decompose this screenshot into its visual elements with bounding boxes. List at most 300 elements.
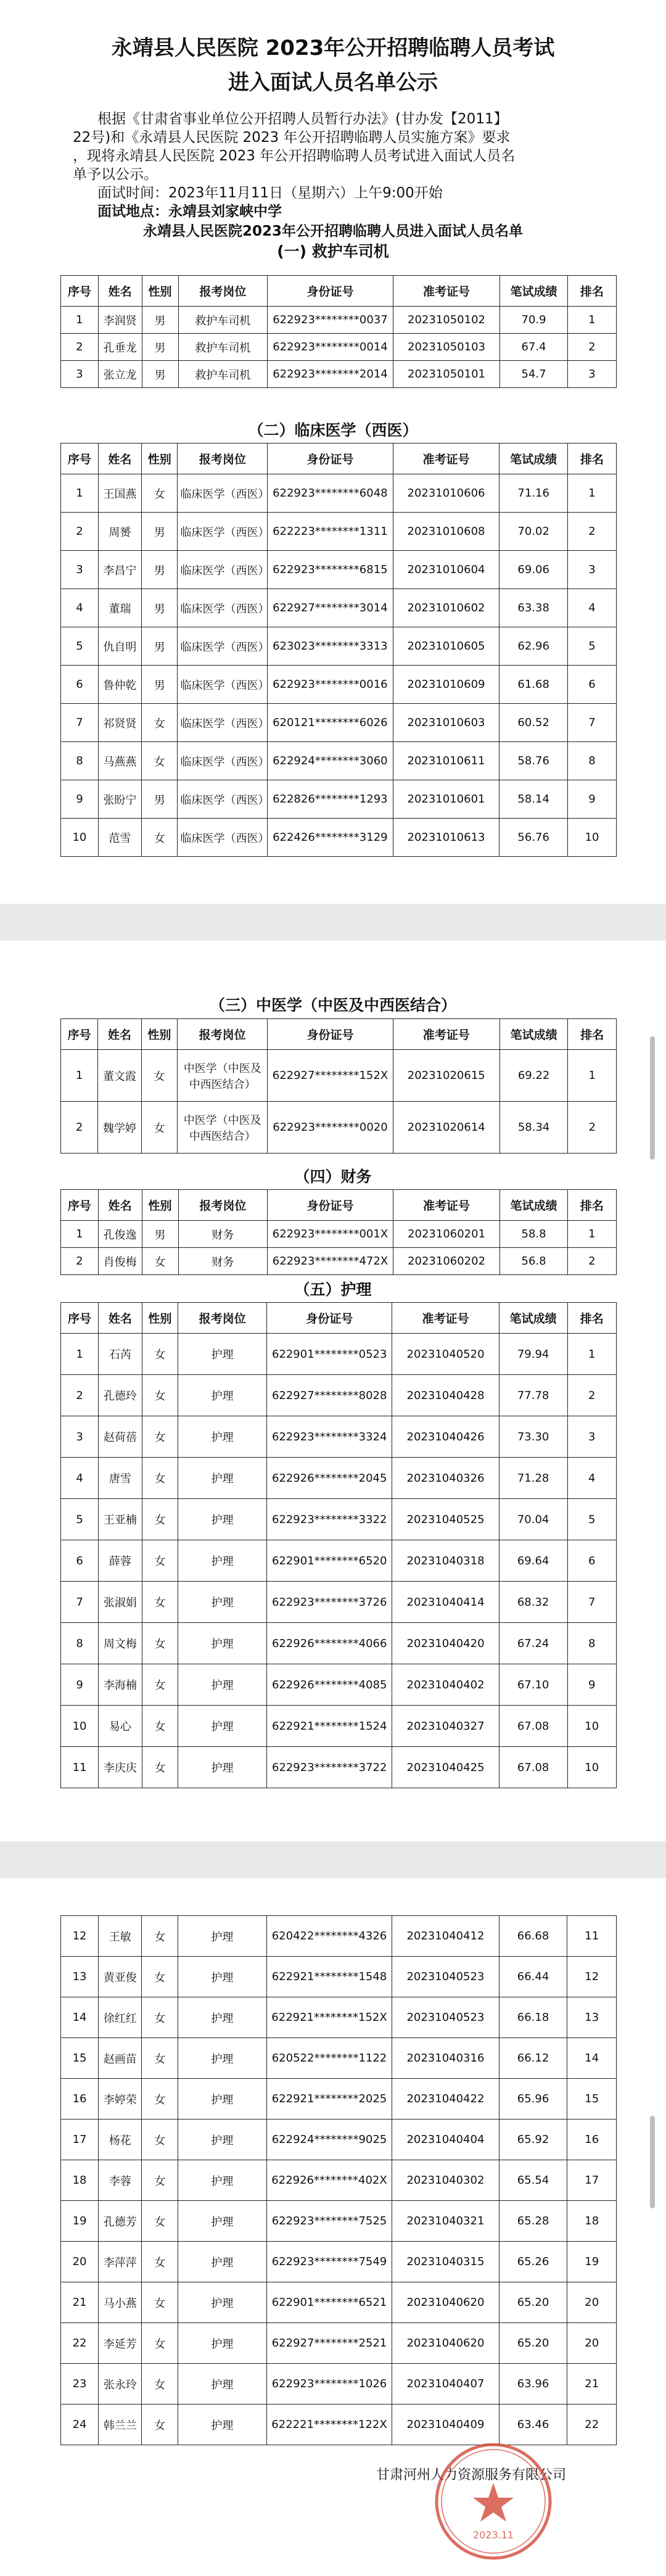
cell-name: 马燕燕 bbox=[98, 742, 141, 780]
cell-gender: 女 bbox=[142, 1334, 178, 1375]
cell-gender: 女 bbox=[142, 1957, 178, 1997]
column-header-gender: 性别 bbox=[142, 1190, 178, 1221]
table-row bbox=[61, 474, 617, 513]
section-title: （三）中医学（中医及中西医结合） bbox=[209, 996, 456, 1014]
cell-seq-no: 7 bbox=[61, 704, 99, 742]
cell-admission-no: 20231040327 bbox=[392, 1706, 499, 1747]
cell-gender: 男 bbox=[142, 307, 178, 334]
cell-rank: 19 bbox=[567, 2242, 617, 2282]
cell-seq-no: 1 bbox=[61, 1050, 98, 1102]
cell-position: 护理 bbox=[178, 2323, 267, 2364]
page-gap bbox=[0, 904, 666, 941]
cell-written-score: 71.28 bbox=[499, 1458, 567, 1499]
interview-time: 面试时间：2023年11月11日（星期六）上午9:00开始 bbox=[97, 185, 443, 201]
cell-id-number: 622921********1524 bbox=[267, 1706, 392, 1747]
cell-id-number: 622901********6521 bbox=[266, 2282, 392, 2323]
cell-gender: 女 bbox=[142, 2282, 178, 2323]
section-title: （四）财务 bbox=[294, 1168, 372, 1186]
column-header-written-score: 笔试成绩 bbox=[500, 1019, 568, 1050]
scrollbar-thumb[interactable] bbox=[650, 2116, 655, 2208]
cell-seq-no: 2 bbox=[61, 1102, 98, 1154]
nursing-table-part-1 bbox=[60, 1302, 617, 1788]
cell-rank: 1 bbox=[567, 1334, 616, 1375]
table-row bbox=[61, 513, 617, 551]
cell-id-number: 622923********472X bbox=[268, 1248, 393, 1275]
cell-rank: 21 bbox=[567, 2364, 617, 2405]
cell-id-number: 622926********402X bbox=[266, 2160, 392, 2201]
cell-position: 护理 bbox=[178, 1375, 267, 1416]
finance-table bbox=[60, 1189, 617, 1275]
cell-seq-no: 5 bbox=[61, 627, 99, 666]
cell-gender: 女 bbox=[142, 1747, 178, 1788]
table-row bbox=[61, 361, 617, 388]
cell-id-number: 622926********4085 bbox=[267, 1664, 392, 1706]
cell-seq-no: 8 bbox=[61, 742, 99, 780]
cell-rank: 7 bbox=[567, 704, 616, 742]
cell-position: 护理 bbox=[178, 1334, 267, 1375]
cell-position: 临床医学（西医） bbox=[178, 474, 268, 513]
cell-rank: 3 bbox=[567, 1416, 616, 1458]
cell-written-score: 66.18 bbox=[499, 1997, 567, 2038]
cell-gender: 女 bbox=[142, 2160, 178, 2201]
cell-name: 周文梅 bbox=[99, 1623, 142, 1664]
cell-rank: 16 bbox=[567, 2120, 617, 2160]
cell-name: 李延芳 bbox=[99, 2323, 142, 2364]
cell-written-score: 70.04 bbox=[499, 1499, 567, 1540]
cell-written-score: 65.92 bbox=[499, 2120, 567, 2160]
intro-paragraph bbox=[73, 110, 615, 221]
document-title-line-2: 进入面试人员名单公示 bbox=[228, 70, 438, 95]
cell-position: 护理 bbox=[178, 2038, 267, 2079]
cell-seq-no: 16 bbox=[61, 2079, 99, 2120]
table-row bbox=[61, 1957, 617, 1997]
table-row bbox=[61, 780, 617, 819]
cell-written-score: 69.22 bbox=[500, 1050, 568, 1102]
cell-seq-no: 18 bbox=[61, 2160, 99, 2201]
cell-admission-no: 20231010606 bbox=[393, 474, 500, 513]
cell-id-number: 622923********0014 bbox=[268, 334, 393, 361]
cell-name: 肖俊梅 bbox=[98, 1248, 142, 1275]
section-title: （五）护理 bbox=[294, 1281, 372, 1298]
cell-position: 护理 bbox=[178, 1416, 267, 1458]
cell-rank: 10 bbox=[567, 1747, 616, 1788]
cell-name: 王国燕 bbox=[98, 474, 141, 513]
page-gap bbox=[0, 1841, 666, 1878]
cell-position: 护理 bbox=[178, 2079, 267, 2120]
column-header-position: 报考岗位 bbox=[178, 1303, 267, 1334]
cell-rank: 1 bbox=[567, 474, 616, 513]
cell-written-score: 62.96 bbox=[500, 627, 567, 666]
cell-name: 李海楠 bbox=[99, 1664, 142, 1706]
column-header-seq-no: 序号 bbox=[61, 1303, 99, 1334]
cell-name: 李润贤 bbox=[98, 307, 142, 334]
cell-seq-no: 2 bbox=[61, 334, 99, 361]
column-header-rank: 排名 bbox=[567, 444, 616, 474]
cell-written-score: 69.06 bbox=[500, 551, 567, 589]
cell-name: 仇自明 bbox=[98, 627, 141, 666]
table-row bbox=[61, 1221, 617, 1248]
cell-rank: 1 bbox=[567, 307, 616, 334]
column-header-id-number: 身份证号 bbox=[268, 1190, 393, 1221]
table-row bbox=[61, 1623, 617, 1664]
cell-seq-no: 8 bbox=[61, 1623, 99, 1664]
cell-id-number: 622921********1548 bbox=[266, 1957, 392, 1997]
cell-name: 韩兰兰 bbox=[99, 2405, 142, 2445]
cell-seq-no: 2 bbox=[61, 1375, 99, 1416]
cell-id-number: 622926********4066 bbox=[267, 1623, 392, 1664]
cell-written-score: 67.08 bbox=[499, 1747, 567, 1788]
cell-seq-no: 10 bbox=[61, 819, 99, 857]
cell-position: 护理 bbox=[178, 2120, 267, 2160]
svg-text:2023.11: 2023.11 bbox=[472, 2529, 514, 2541]
cell-seq-no: 5 bbox=[61, 1499, 99, 1540]
cell-id-number: 622924********9025 bbox=[266, 2120, 392, 2160]
cell-id-number: 622901********6520 bbox=[267, 1540, 392, 1582]
cell-admission-no: 20231040422 bbox=[392, 2079, 499, 2120]
cell-id-number: 622921********2025 bbox=[266, 2079, 392, 2120]
cell-id-number: 622927********152X bbox=[268, 1050, 393, 1102]
cell-gender: 女 bbox=[142, 1664, 178, 1706]
column-header-gender: 性别 bbox=[142, 276, 178, 307]
cell-seq-no: 10 bbox=[61, 1706, 99, 1747]
cell-name: 李昌宁 bbox=[98, 551, 141, 589]
cell-id-number: 622923********3722 bbox=[267, 1747, 392, 1788]
column-header-gender: 性别 bbox=[142, 1303, 178, 1334]
cell-seq-no: 15 bbox=[61, 2038, 99, 2079]
cell-admission-no: 20231040414 bbox=[392, 1582, 499, 1623]
column-header-id-number: 身份证号 bbox=[268, 276, 393, 307]
cell-position: 护理 bbox=[178, 2282, 267, 2323]
cell-id-number: 622923********7525 bbox=[266, 2201, 392, 2242]
intro-line: ，现将永靖县人民医院 2023 年公开招聘临聘人员考试进入面试人员名 bbox=[73, 148, 516, 164]
table-row bbox=[61, 1102, 617, 1154]
cell-name: 鲁仲乾 bbox=[98, 666, 141, 704]
cell-position: 护理 bbox=[178, 1458, 267, 1499]
column-header-name: 姓名 bbox=[98, 444, 141, 474]
cell-name: 李萍萍 bbox=[99, 2242, 142, 2282]
cell-admission-no: 20231040525 bbox=[392, 1499, 499, 1540]
cell-admission-no: 20231040428 bbox=[392, 1375, 499, 1416]
table-row bbox=[61, 1458, 617, 1499]
table-row bbox=[61, 589, 617, 627]
cell-gender: 男 bbox=[142, 361, 178, 388]
cell-rank: 6 bbox=[567, 666, 616, 704]
cell-written-score: 68.32 bbox=[499, 1582, 567, 1623]
cell-seq-no: 6 bbox=[61, 666, 99, 704]
cell-name: 董文霞 bbox=[98, 1050, 141, 1102]
column-header-gender: 性别 bbox=[141, 444, 178, 474]
cell-name: 魏学婷 bbox=[98, 1102, 141, 1154]
table-row bbox=[61, 1916, 617, 1957]
cell-admission-no: 20231010602 bbox=[393, 589, 500, 627]
cell-rank: 10 bbox=[567, 819, 616, 857]
cell-rank: 12 bbox=[567, 1957, 617, 1997]
cell-position: 护理 bbox=[178, 1623, 267, 1664]
cell-written-score: 66.12 bbox=[499, 2038, 567, 2079]
cell-gender: 女 bbox=[142, 2079, 178, 2120]
cell-id-number: 622826********1293 bbox=[268, 780, 393, 819]
cell-admission-no: 20231020614 bbox=[393, 1102, 500, 1154]
section-title: (一) 救护车司机 bbox=[277, 242, 389, 260]
cell-written-score: 70.02 bbox=[500, 513, 567, 551]
cell-admission-no: 20231010609 bbox=[393, 666, 500, 704]
column-header-id-number: 身份证号 bbox=[267, 1303, 392, 1334]
cell-written-score: 65.96 bbox=[499, 2079, 567, 2120]
cell-written-score: 63.38 bbox=[500, 589, 567, 627]
cell-id-number: 622901********0523 bbox=[267, 1334, 392, 1375]
cell-position: 护理 bbox=[178, 1582, 267, 1623]
cell-id-number: 622923********6815 bbox=[268, 551, 393, 589]
cell-gender: 女 bbox=[142, 1582, 178, 1623]
cell-name: 赵荷蓓 bbox=[99, 1416, 142, 1458]
cell-seq-no: 11 bbox=[61, 1747, 99, 1788]
column-header-id-number: 身份证号 bbox=[268, 1019, 393, 1050]
cell-admission-no: 20231010604 bbox=[393, 551, 500, 589]
cell-admission-no: 20231040404 bbox=[392, 2120, 499, 2160]
column-header-name: 姓名 bbox=[99, 1303, 142, 1334]
cell-position: 护理 bbox=[178, 1499, 267, 1540]
column-header-gender: 性别 bbox=[141, 1019, 178, 1050]
cell-gender: 女 bbox=[142, 1706, 178, 1747]
table-row bbox=[61, 1334, 617, 1375]
cell-name: 李蓉 bbox=[99, 2160, 142, 2201]
cell-admission-no: 20231040412 bbox=[392, 1916, 499, 1957]
cell-id-number: 620522********1122 bbox=[266, 2038, 392, 2079]
cell-written-score: 58.34 bbox=[500, 1102, 568, 1154]
table-row bbox=[61, 819, 617, 857]
cell-admission-no: 20231010605 bbox=[393, 627, 500, 666]
ambulance-driver-table bbox=[60, 275, 617, 388]
cell-name: 张淑娟 bbox=[99, 1582, 142, 1623]
cell-written-score: 66.68 bbox=[499, 1916, 567, 1957]
table-header-row bbox=[61, 1019, 617, 1050]
column-header-admission-no: 准考证号 bbox=[393, 444, 500, 474]
cell-seq-no: 1 bbox=[61, 1221, 99, 1248]
cell-written-score: 67.24 bbox=[499, 1623, 567, 1664]
cell-written-score: 67.10 bbox=[499, 1664, 567, 1706]
table-header-row bbox=[61, 1190, 617, 1221]
cell-written-score: 65.28 bbox=[499, 2201, 567, 2242]
cell-position: 临床医学（西医） bbox=[178, 627, 268, 666]
cell-id-number: 622927********3014 bbox=[268, 589, 393, 627]
section-title: （二）临床医学（西医） bbox=[248, 421, 418, 439]
cell-id-number: 622923********6048 bbox=[268, 474, 393, 513]
cell-gender: 女 bbox=[142, 1997, 178, 2038]
table-row bbox=[61, 2405, 617, 2445]
cell-seq-no: 7 bbox=[61, 1582, 99, 1623]
cell-admission-no: 20231050101 bbox=[393, 361, 500, 388]
cell-rank: 6 bbox=[567, 1540, 616, 1582]
cell-seq-no: 12 bbox=[61, 1916, 99, 1957]
cell-written-score: 58.8 bbox=[500, 1221, 567, 1248]
cell-id-number: 622927********2521 bbox=[266, 2323, 392, 2364]
table-header-row bbox=[61, 444, 617, 474]
table-header-row bbox=[61, 1303, 617, 1334]
cell-id-number: 622223********1311 bbox=[268, 513, 393, 551]
intro-line: 单予以公示。 bbox=[73, 167, 158, 183]
cell-admission-no: 20231060201 bbox=[393, 1221, 500, 1248]
cell-admission-no: 20231040426 bbox=[392, 1416, 499, 1458]
table-row bbox=[61, 742, 617, 780]
cell-position: 救护车司机 bbox=[178, 361, 268, 388]
column-header-id-number: 身份证号 bbox=[268, 444, 393, 474]
intro-line: 根据《甘肃省事业单位公开招聘人员暂行办法》(甘办发【2011】 bbox=[97, 111, 508, 127]
interview-place: 面试地点：永靖县刘家峡中学 bbox=[97, 204, 282, 220]
cell-seq-no: 1 bbox=[61, 474, 99, 513]
cell-id-number: 622426********3129 bbox=[268, 819, 393, 857]
table-row bbox=[61, 551, 617, 589]
cell-seq-no: 1 bbox=[61, 1334, 99, 1375]
cell-seq-no: 4 bbox=[61, 589, 99, 627]
cell-name: 李庆庆 bbox=[99, 1747, 142, 1788]
cell-rank: 20 bbox=[567, 2282, 617, 2323]
cell-name: 薛蓉 bbox=[99, 1540, 142, 1582]
cell-rank: 18 bbox=[567, 2201, 617, 2242]
column-header-admission-no: 准考证号 bbox=[392, 1303, 499, 1334]
cell-id-number: 623023********3313 bbox=[268, 627, 393, 666]
column-header-written-score: 笔试成绩 bbox=[499, 1303, 567, 1334]
cell-seq-no: 1 bbox=[61, 307, 99, 334]
cell-id-number: 622221********122X bbox=[266, 2405, 392, 2445]
table-row bbox=[61, 1997, 617, 2038]
table-row bbox=[61, 627, 617, 666]
cell-gender: 女 bbox=[142, 2323, 178, 2364]
cell-position: 临床医学（西医） bbox=[178, 589, 268, 627]
cell-admission-no: 20231040315 bbox=[392, 2242, 499, 2282]
column-header-seq-no: 序号 bbox=[61, 444, 99, 474]
cell-position: 护理 bbox=[178, 1540, 267, 1582]
scrollbar-thumb[interactable] bbox=[650, 1036, 655, 1160]
cell-written-score: 63.96 bbox=[499, 2364, 567, 2405]
cell-id-number: 622923********3324 bbox=[267, 1416, 392, 1458]
table-row bbox=[61, 1664, 617, 1706]
cell-rank: 20 bbox=[567, 2323, 617, 2364]
cell-rank: 9 bbox=[567, 1664, 616, 1706]
column-header-name: 姓名 bbox=[98, 276, 142, 307]
cell-written-score: 79.94 bbox=[499, 1334, 567, 1375]
cell-admission-no: 20231040318 bbox=[392, 1540, 499, 1582]
table-row bbox=[61, 1499, 617, 1540]
cell-written-score: 56.76 bbox=[500, 819, 567, 857]
cell-admission-no: 20231040402 bbox=[392, 1664, 499, 1706]
cell-seq-no: 21 bbox=[61, 2282, 99, 2323]
cell-position: 临床医学（西医） bbox=[178, 780, 268, 819]
cell-rank: 1 bbox=[568, 1050, 617, 1102]
cell-position: 临床医学（西医） bbox=[178, 666, 268, 704]
cell-position: 护理 bbox=[178, 1747, 267, 1788]
cell-gender: 女 bbox=[142, 2120, 178, 2160]
cell-position: 护理 bbox=[178, 2405, 267, 2445]
cell-id-number: 622923********0016 bbox=[268, 666, 393, 704]
cell-admission-no: 20231040316 bbox=[392, 2038, 499, 2079]
cell-id-number: 622923********1026 bbox=[266, 2364, 392, 2405]
column-header-position: 报考岗位 bbox=[178, 1190, 268, 1221]
official-seal bbox=[432, 2440, 555, 2563]
cell-seq-no: 2 bbox=[61, 1248, 99, 1275]
table-row bbox=[61, 1248, 617, 1275]
cell-written-score: 66.44 bbox=[499, 1957, 567, 1997]
cell-gender: 女 bbox=[142, 2038, 178, 2079]
cell-name: 张盼宁 bbox=[98, 780, 141, 819]
column-header-admission-no: 准考证号 bbox=[393, 1019, 500, 1050]
cell-written-score: 67.08 bbox=[499, 1706, 567, 1747]
cell-rank: 2 bbox=[567, 1248, 616, 1275]
cell-rank: 4 bbox=[567, 1458, 616, 1499]
table-row bbox=[61, 2079, 617, 2120]
cell-gender: 男 bbox=[141, 551, 178, 589]
column-header-admission-no: 准考证号 bbox=[393, 1190, 500, 1221]
cell-name: 孔俊逸 bbox=[98, 1221, 142, 1248]
table-row bbox=[61, 334, 617, 361]
cell-position: 中医学（中医及中西医结合） bbox=[178, 1050, 268, 1102]
cell-position: 护理 bbox=[178, 2160, 267, 2201]
cell-admission-no: 20231050102 bbox=[393, 307, 500, 334]
cell-seq-no: 17 bbox=[61, 2120, 99, 2160]
column-header-rank: 排名 bbox=[568, 1019, 617, 1050]
cell-gender: 女 bbox=[141, 1102, 178, 1154]
cell-id-number: 622923********2014 bbox=[268, 361, 393, 388]
cell-id-number: 622923********0020 bbox=[268, 1102, 393, 1154]
cell-admission-no: 20231040620 bbox=[392, 2323, 499, 2364]
cell-admission-no: 20231010613 bbox=[393, 819, 500, 857]
cell-rank: 15 bbox=[567, 2079, 617, 2120]
cell-position: 临床医学（西医） bbox=[178, 513, 268, 551]
column-header-rank: 排名 bbox=[567, 1303, 616, 1334]
cell-admission-no: 20231050103 bbox=[393, 334, 500, 361]
cell-rank: 9 bbox=[567, 780, 616, 819]
column-header-written-score: 笔试成绩 bbox=[500, 444, 567, 474]
cell-rank: 2 bbox=[567, 1375, 616, 1416]
cell-name: 张立龙 bbox=[98, 361, 142, 388]
cell-id-number: 622923********001X bbox=[268, 1221, 393, 1248]
nursing-table-part-2 bbox=[60, 1915, 617, 2445]
column-header-seq-no: 序号 bbox=[61, 1190, 99, 1221]
cell-admission-no: 20231040520 bbox=[392, 1334, 499, 1375]
table-row bbox=[61, 2323, 617, 2364]
cell-name: 祁贤贤 bbox=[98, 704, 141, 742]
cell-name: 王敏 bbox=[99, 1916, 142, 1957]
cell-gender: 男 bbox=[141, 666, 178, 704]
cell-written-score: 73.30 bbox=[499, 1416, 567, 1458]
cell-gender: 女 bbox=[142, 1540, 178, 1582]
table-row bbox=[61, 1050, 617, 1102]
cell-gender: 女 bbox=[142, 1416, 178, 1458]
cell-name: 黄亚俊 bbox=[99, 1957, 142, 1997]
cell-gender: 女 bbox=[141, 704, 178, 742]
cell-written-score: 65.20 bbox=[499, 2282, 567, 2323]
cell-name: 董瑞 bbox=[98, 589, 141, 627]
cell-name: 孔德芳 bbox=[99, 2201, 142, 2242]
cell-gender: 男 bbox=[142, 334, 178, 361]
company-footer: 甘肃河州人力资源服务有限公司 bbox=[376, 2467, 567, 2483]
cell-gender: 女 bbox=[142, 1458, 178, 1499]
cell-admission-no: 20231040523 bbox=[392, 1957, 499, 1997]
cell-written-score: 63.46 bbox=[499, 2405, 567, 2445]
cell-written-score: 71.16 bbox=[500, 474, 567, 513]
cell-name: 杨花 bbox=[99, 2120, 142, 2160]
cell-position: 财务 bbox=[178, 1248, 268, 1275]
column-header-position: 报考岗位 bbox=[178, 1019, 268, 1050]
cell-gender: 女 bbox=[142, 1248, 178, 1275]
cell-gender: 女 bbox=[142, 2405, 178, 2445]
cell-rank: 17 bbox=[567, 2160, 617, 2201]
cell-id-number: 622926********2045 bbox=[267, 1458, 392, 1499]
table-row bbox=[61, 2242, 617, 2282]
cell-position: 护理 bbox=[178, 1916, 267, 1957]
table-row bbox=[61, 1582, 617, 1623]
table-row bbox=[61, 1706, 617, 1747]
cell-admission-no: 20231010601 bbox=[393, 780, 500, 819]
